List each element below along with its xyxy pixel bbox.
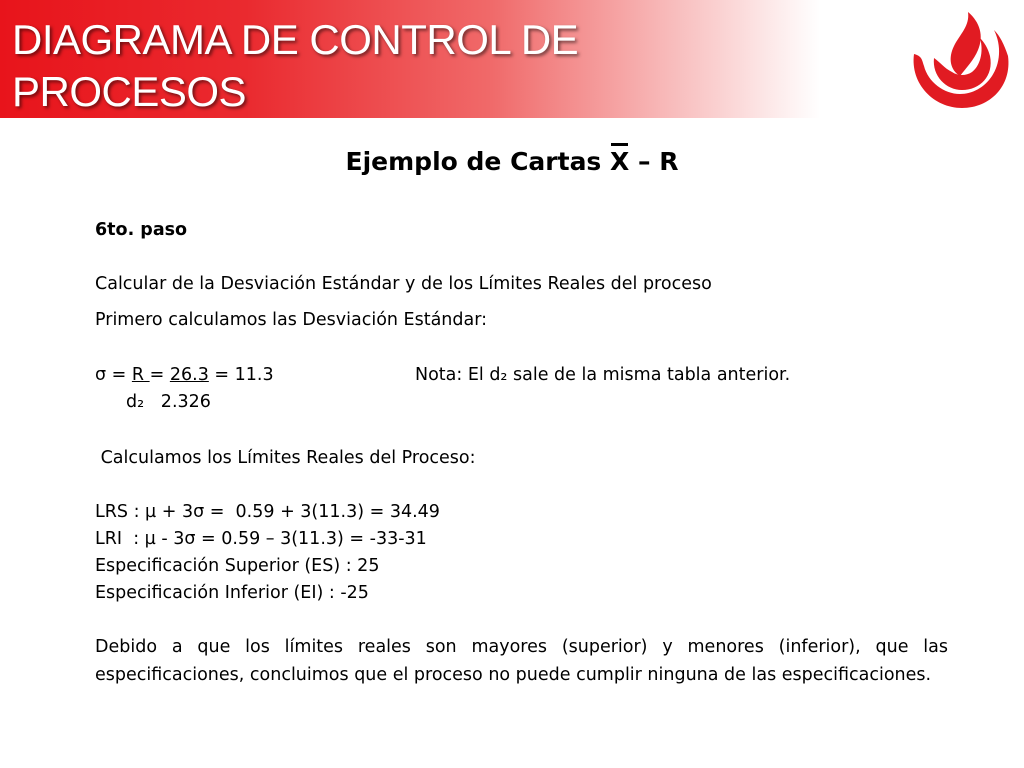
sigma-denominator: d₂ 2.326 (126, 392, 211, 412)
first-text: Primero calculamos las Desviación Estándar: (95, 310, 488, 330)
r-bar: R (131, 365, 150, 385)
upc-flame-logo-icon (904, 6, 1016, 114)
conclusion-paragraph: Debido a que los límites reales son mayores (superior) y menores (inferior), que las especificaciones, concluimos que el proceso no puede cumplir ninguna de las especificaciones. (95, 637, 948, 685)
sigma-formula (95, 362, 274, 388)
sigma-lhs: σ = (95, 365, 132, 385)
subtitle-suffix: – R (629, 147, 679, 176)
upper-spec: Especificación Superior (ES) : 25 (95, 556, 380, 576)
intro-text: Calcular de la Desviación Estándar y de los Límites Reales del proceso (95, 274, 712, 294)
slide-title-line-2: PROCESOS (12, 68, 247, 115)
lower-spec: Especificación Inferior (EI) : -25 (95, 583, 369, 603)
lri-formula: LRI : µ - 3σ = 0.59 – 3(11.3) = -33-31 (95, 529, 427, 549)
d2-note: Nota: El d₂ sale de la misma tabla anterior. (415, 365, 791, 385)
sigma-result: = 11.3 (208, 365, 274, 385)
subtitle-prefix: Ejemplo de Cartas (345, 147, 611, 176)
sigma-eq1: = (149, 365, 170, 385)
x-bar-symbol: X (610, 140, 629, 184)
slide-title (12, 14, 772, 118)
slide-subtitle (0, 140, 1024, 184)
slide-title-line-1: DIAGRAMA DE CONTROL DE (12, 16, 579, 63)
lrs-formula: LRS : µ + 3σ = 0.59 + 3(11.3) = 34.49 (95, 502, 440, 522)
step-heading: 6to. paso (95, 220, 188, 240)
sigma-numerator: 26.3 (169, 365, 209, 385)
limits-heading: Calculamos los Límites Reales del Proceso: (95, 448, 476, 468)
